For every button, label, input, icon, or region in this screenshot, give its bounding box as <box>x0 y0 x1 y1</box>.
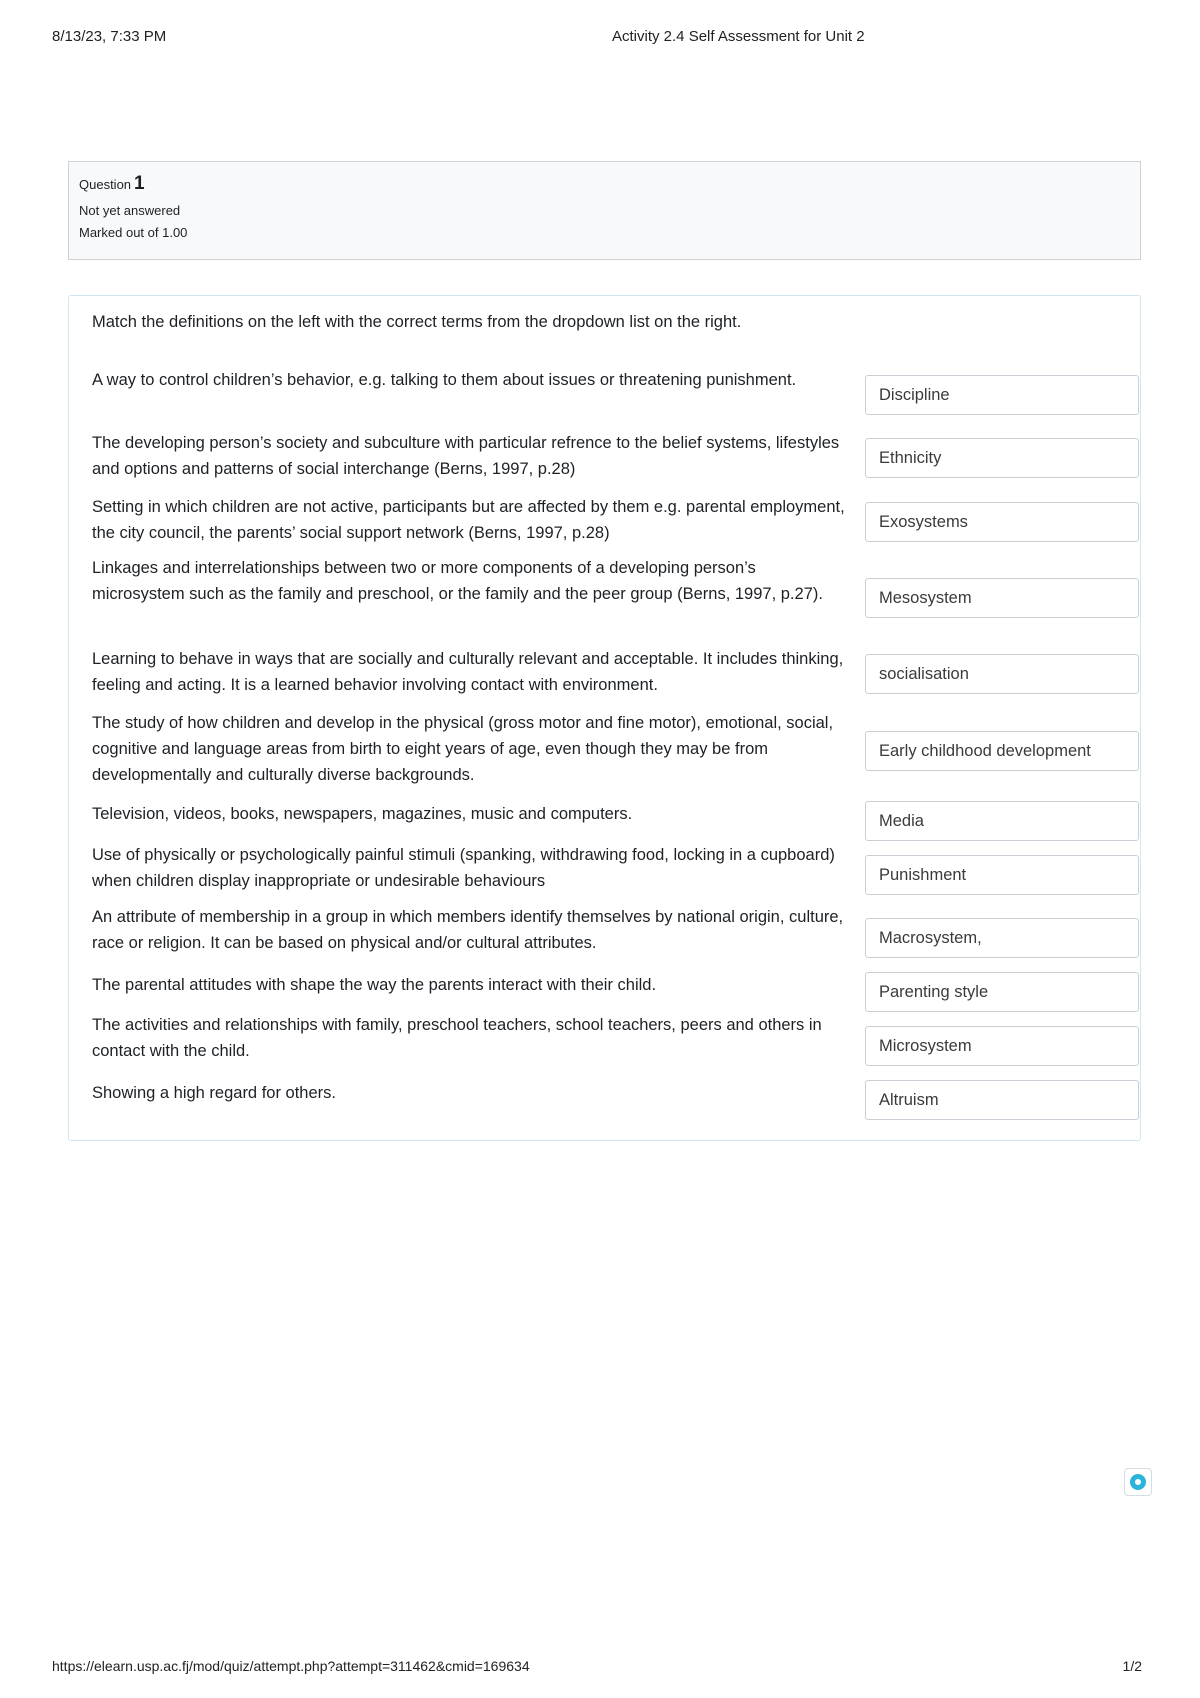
match-definition: Linkages and interrelationships between two or more components of a developing person’s microsystem such as the family and preschool, or the family and the peer group (Berns, 1997, p.27). <box>92 559 823 603</box>
question-info-panel <box>68 161 1141 260</box>
match-definition: The study of how children and develop in the physical (gross motor and fine motor), emotional, social, cognitive and language areas from birth to eight years of age, even though they may be from developmentally and culturally diverse backgrounds. <box>92 714 834 784</box>
match-definition: Showing a high regard for others. <box>92 1084 336 1102</box>
match-definition: Use of physically or psychologically painful stimuli (spanking, withdrawing food, locking in a cupboard) when children display inappropriate or undesirable behaviours <box>92 846 835 890</box>
match-answer-select[interactable]: Microsystem <box>865 1026 1139 1066</box>
match-definition: Setting in which children are not active, participants but are affected by them e.g. parental employment, the city council, the parents’ social support network (Berns, 1997, p.28) <box>92 498 845 542</box>
question-number <box>79 172 1130 196</box>
match-definition: The parental attitudes with shape the way the parents interact with their child. <box>92 976 657 994</box>
match-answer-select[interactable]: socialisation <box>865 654 1139 694</box>
print-url: https://elearn.usp.ac.fj/mod/quiz/attempt.php?attempt=311462&cmid=169634 <box>52 1658 530 1674</box>
match-answer-select[interactable]: Mesosystem <box>865 578 1139 618</box>
question-status: Not yet answered <box>79 203 181 218</box>
question-label: Question <box>79 177 132 192</box>
question-marks: Marked out of 1.00 <box>79 225 188 240</box>
print-page-title: Activity 2.4 Self Assessment for Unit 2 <box>612 28 865 45</box>
match-definition: A way to control children’s behavior, e.g. talking to them about issues or threatening punishment. <box>92 371 797 389</box>
match-definition: Television, videos, books, newspapers, magazines, music and computers. <box>92 805 633 823</box>
chat-bubble-icon[interactable] <box>1124 1468 1152 1496</box>
match-definition: An attribute of membership in a group in which members identify themselves by national origin, culture, race or religion. It can be based on physical and/or cultural attributes. <box>92 908 844 952</box>
match-definition: The developing person’s society and subculture with particular refrence to the belief systems, lifestyles and options and patterns of social interchange (Berns, 1997, p.28) <box>92 434 840 478</box>
match-answer-select[interactable]: Exosystems <box>865 502 1139 542</box>
match-answer-select[interactable]: Discipline <box>865 375 1139 415</box>
print-datetime: 8/13/23, 7:33 PM <box>52 28 167 45</box>
match-answer-select[interactable]: Punishment <box>865 855 1139 895</box>
match-definition: Learning to behave in ways that are socially and culturally relevant and acceptable. It includes thinking, feeling and acting. It is a learned behavior involving contact with environment. <box>92 650 844 694</box>
question-instructions: Match the definitions on the left with the correct terms from the dropdown list on the right. <box>92 313 742 331</box>
chat-ring <box>1130 1474 1146 1490</box>
match-answer-select[interactable]: Early childhood development <box>865 731 1139 771</box>
match-answer-select[interactable]: Altruism <box>865 1080 1139 1120</box>
match-answer-select[interactable]: Macrosystem, <box>865 918 1139 958</box>
match-answer-select[interactable]: Parenting style <box>865 972 1139 1012</box>
match-definition: The activities and relationships with family, preschool teachers, school teachers, peers and others in contact with the child. <box>92 1016 822 1060</box>
match-answer-select[interactable]: Media <box>865 801 1139 841</box>
print-header <box>52 28 1148 48</box>
question-content <box>68 295 1141 1141</box>
print-page-number: 1/2 <box>1122 1658 1142 1674</box>
question-number-value: 1 <box>134 173 145 194</box>
match-answer-select[interactable]: Ethnicity <box>865 438 1139 478</box>
